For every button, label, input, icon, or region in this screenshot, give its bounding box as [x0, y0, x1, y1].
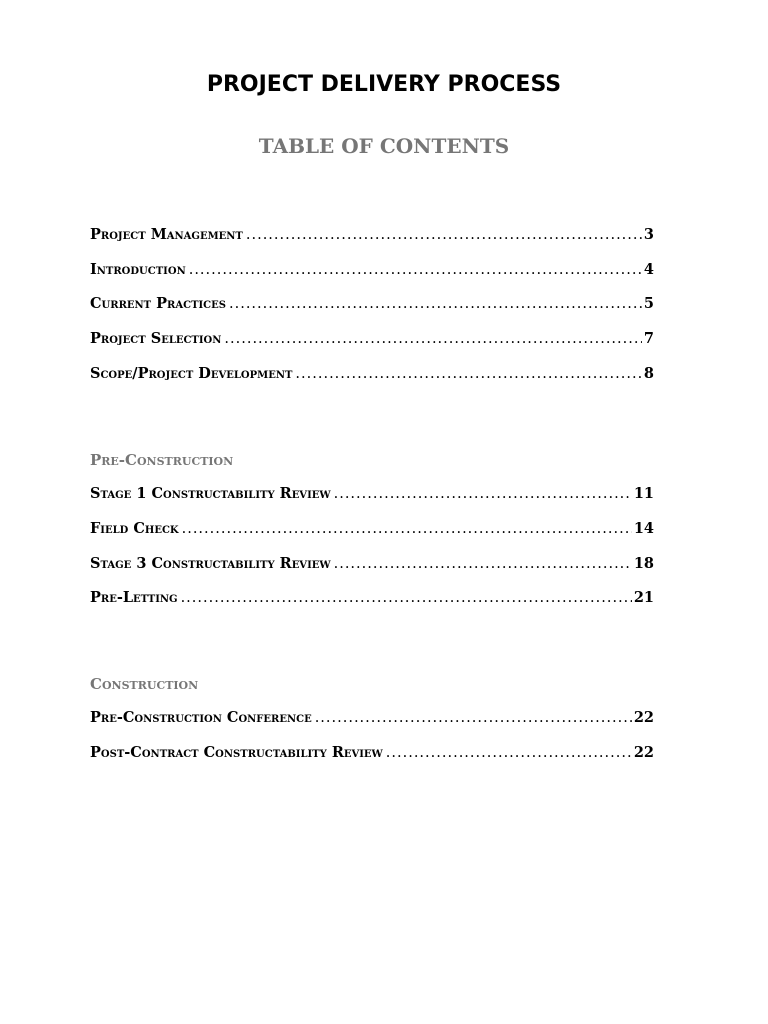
toc-entry-label: Field Check — [90, 520, 179, 537]
dot-leader — [181, 590, 632, 606]
toc-entry-label: Project Selection — [90, 330, 222, 347]
toc-entry-page: 5 — [643, 295, 654, 312]
toc-entry-field-check[interactable] — [90, 520, 654, 540]
toc-entry-label: Pre-Letting — [90, 589, 178, 606]
dot-leader — [189, 262, 642, 278]
toc-entry-introduction[interactable] — [90, 261, 654, 281]
dot-leader — [295, 366, 641, 382]
dot-leader — [182, 521, 632, 537]
toc-entry-page: 21 — [633, 589, 654, 606]
toc-entry-label: Pre-Construction Conference — [90, 709, 312, 726]
toc-entry-stage-1-review[interactable] — [90, 485, 654, 505]
toc-entry-project-management[interactable] — [90, 226, 654, 246]
dot-leader — [334, 486, 632, 502]
toc-entry-page: 22 — [633, 709, 654, 726]
toc-entry-label: Stage 3 Constructability Review — [90, 555, 331, 572]
dot-leader — [246, 227, 642, 243]
dot-leader — [229, 296, 642, 312]
toc-entry-page: 3 — [643, 226, 654, 243]
toc-entry-label: Current Practices — [90, 295, 226, 312]
dot-leader — [334, 556, 632, 572]
toc-entry-page: 14 — [633, 520, 654, 537]
toc-entry-stage-3-review[interactable] — [90, 555, 654, 575]
toc-entry-scope-project-development[interactable] — [90, 365, 654, 385]
toc-entry-label: Post-Contract Constructability Review — [90, 744, 383, 761]
toc-entry-page: 22 — [633, 744, 654, 761]
toc-entry-page: 4 — [643, 261, 654, 278]
toc-heading: TABLE OF CONTENTS — [258, 134, 510, 158]
document-title: PROJECT DELIVERY PROCESS — [206, 72, 562, 97]
dot-leader — [224, 331, 642, 347]
dot-leader — [315, 710, 632, 726]
section-heading-pre-construction: Pre-Construction — [90, 451, 234, 469]
toc-entry-current-practices[interactable] — [90, 295, 654, 315]
toc-entry-pre-construction-conference[interactable] — [90, 709, 654, 729]
dot-leader — [386, 745, 632, 761]
toc-entry-label: Introduction — [90, 261, 186, 278]
toc-entry-post-contract-review[interactable] — [90, 744, 654, 764]
toc-entry-project-selection[interactable] — [90, 330, 654, 350]
toc-entry-label: Project Management — [90, 226, 243, 243]
toc-entry-label: Scope/Project Development — [90, 365, 293, 382]
toc-entry-page: 18 — [633, 555, 654, 572]
section-heading-construction: Construction — [90, 675, 199, 693]
toc-entry-page: 11 — [633, 485, 654, 502]
toc-entry-page: 7 — [643, 330, 654, 347]
toc-entry-pre-letting[interactable] — [90, 589, 654, 609]
toc-entry-page: 8 — [643, 365, 654, 382]
toc-entry-label: Stage 1 Constructability Review — [90, 485, 331, 502]
